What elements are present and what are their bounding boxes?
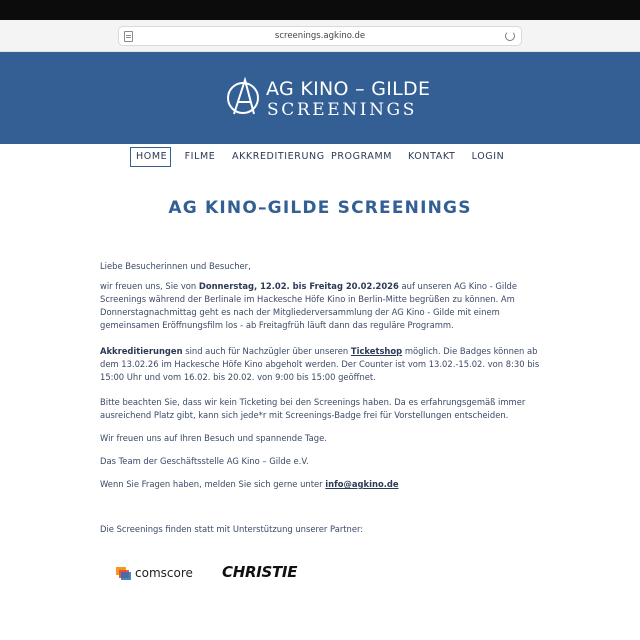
address-bar[interactable]	[118, 26, 522, 46]
p2-text-a: sind auch für Nachzügler über unseren	[182, 346, 351, 356]
nav-programm[interactable]: PROGRAMM	[331, 151, 393, 162]
logo-title: AG KINO – GILDE	[266, 78, 431, 100]
email-link[interactable]: info@agkino.de	[325, 479, 399, 489]
nav-login[interactable]: LOGIN	[471, 151, 505, 162]
logo-subtitle: SCREENINGS	[267, 100, 417, 120]
logo-icon[interactable]	[224, 74, 264, 118]
nav-filme[interactable]: FILME	[184, 151, 216, 162]
paragraph-contact	[100, 478, 542, 491]
header-banner	[0, 52, 640, 144]
paragraph-dates	[100, 280, 542, 332]
p1-dates: Donnerstag, 12.02. bis Freitag 20.02.2026	[198, 281, 399, 291]
greeting: Liebe Besucherinnen und Besucher,	[100, 261, 251, 271]
p1-text-b: auf unseren AG Kino - Gilde Screenings während der Berlinale im Hackesche Höfe Kino in Berlin-Mitte begrüßen zu können. Am Donnerstagnachmittag geht es nach der Mitgliederversammlung der AG Kino - Gilde mit einem gemeinsamen Eröffnungsfilm los - ab Freitagfrüh läuft dann das reguläre Programm.	[100, 281, 518, 331]
nav-kontakt[interactable]: KONTAKT	[408, 151, 456, 162]
partner-comscore[interactable]: comscore	[135, 566, 193, 580]
nav-akkreditierung[interactable]: AKKREDITIERUNG	[232, 151, 325, 162]
url-text: screenings.agkino.de	[274, 31, 366, 41]
nav-home[interactable]: HOME	[130, 147, 171, 167]
paragraph-welcome: Wir freuen uns auf Ihren Besuch und spannende Tage.	[100, 433, 327, 443]
p2-text-b: möglich. Die Badges können ab dem 13.02.26 im Hackesche Höfe Kino abgeholt werden. Der Counter ist vom 13.02.-15.02. von 8:30 bis 15:00 Uhr und vom 16.02. bis 20.02. von 9:00 bis 15:00 geöffnet.	[100, 346, 540, 383]
page-title: AG KINO–GILDE SCREENINGS	[168, 198, 472, 218]
browser-toolbar	[0, 20, 640, 52]
comscore-icon	[116, 567, 131, 580]
p1-text-a: wir freuen uns, Sie von	[100, 281, 199, 291]
main-navigation	[0, 147, 640, 167]
p2-accreditation: Akkreditierungen	[100, 346, 183, 356]
paragraph-team: Das Team der Geschäftsstelle AG Kino – Gilde e.V.	[100, 456, 309, 466]
paragraph-accreditation	[100, 345, 542, 384]
system-top-bar	[0, 0, 640, 20]
partner-christie[interactable]: CHRISTIE	[222, 563, 298, 581]
partners-intro: Die Screenings finden statt mit Unterstützung unserer Partner:	[100, 524, 364, 534]
p6-text: Wenn Sie Fragen haben, melden Sie sich gerne unter	[100, 479, 326, 489]
paragraph-ticketing: Bitte beachten Sie, dass wir kein Ticketing bei den Screenings haben. Da es erfahrungsgemäß immer ausreichend Platz gibt, kann sich jede*r mit Screenings-Badge frei für Vorstellungen entscheiden.	[100, 397, 526, 421]
ticketshop-link[interactable]: Ticketshop	[350, 346, 403, 356]
reload-icon[interactable]	[505, 31, 515, 41]
